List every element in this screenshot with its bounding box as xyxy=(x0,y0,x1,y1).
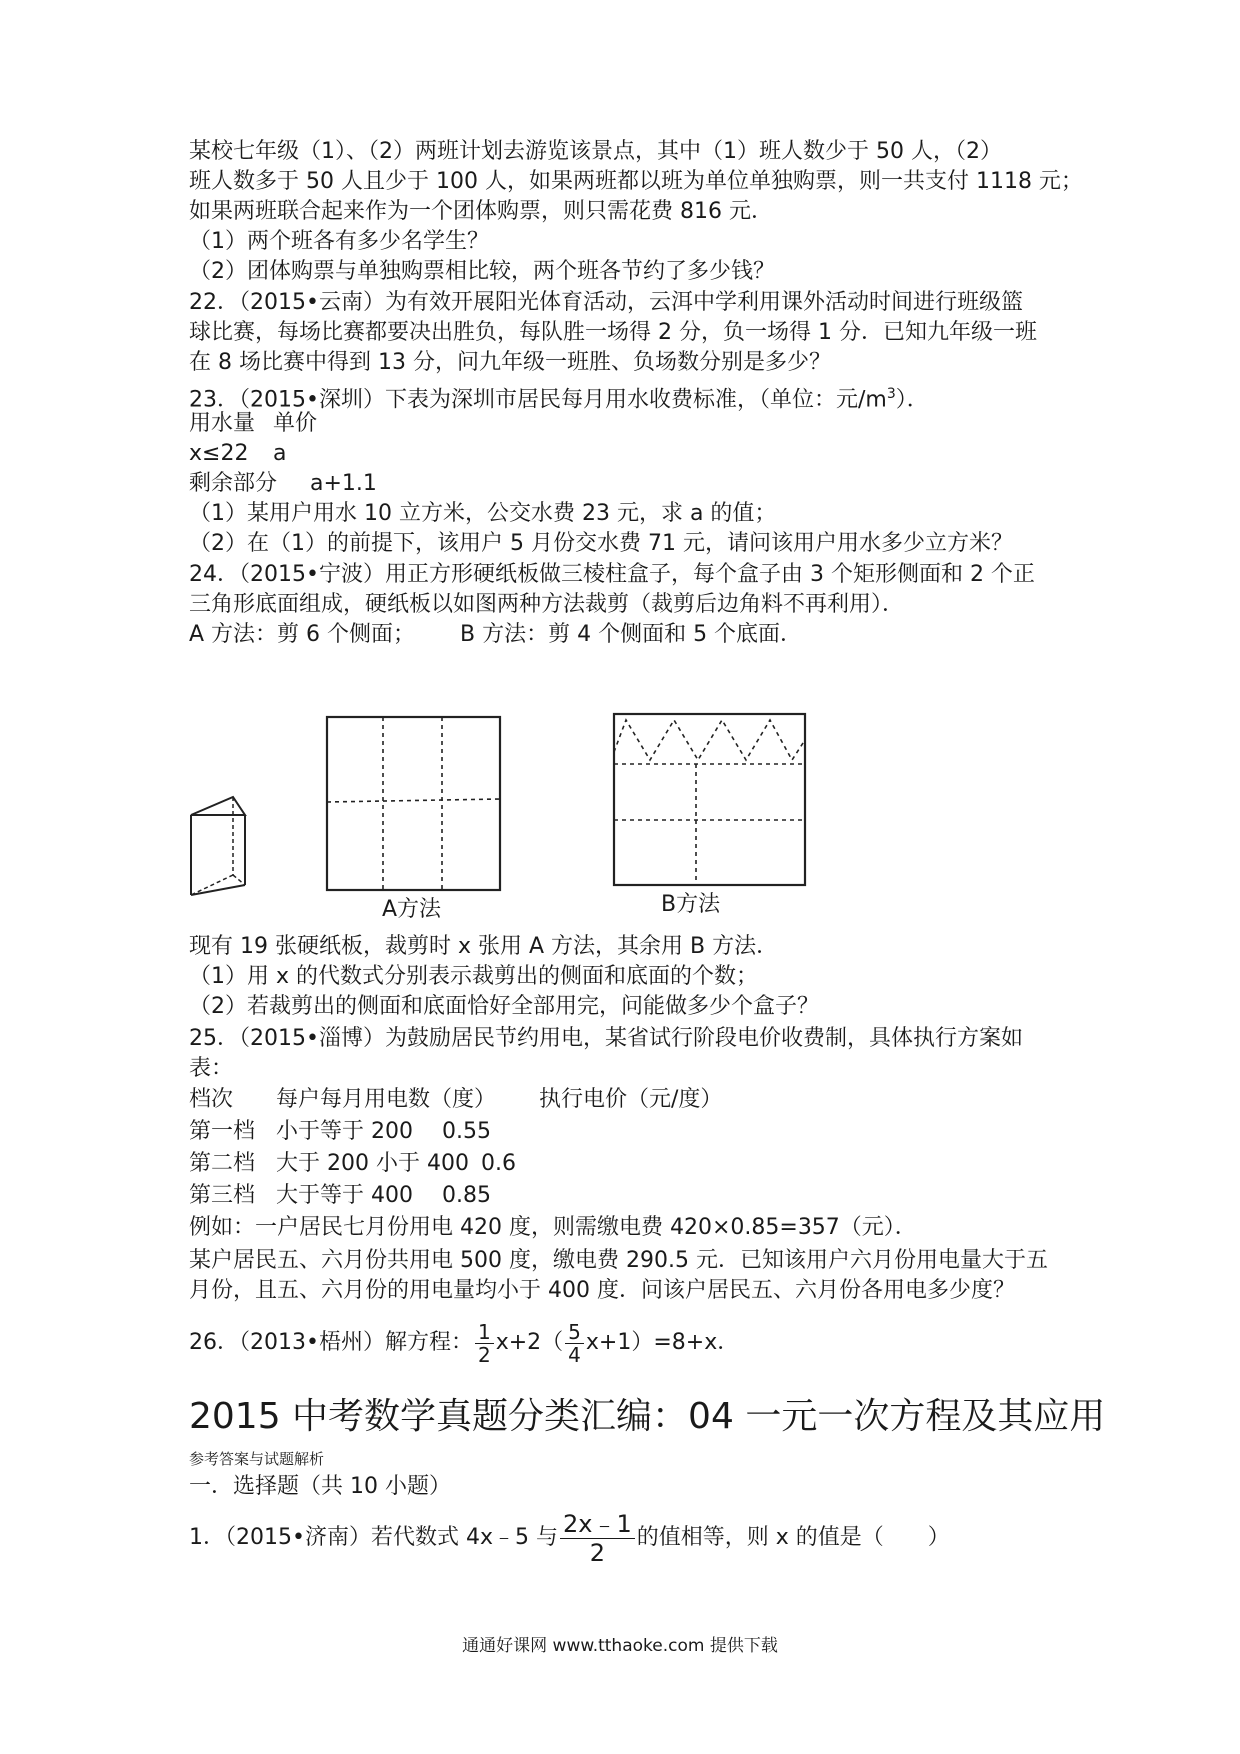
q26-fraction-1-denominator: 2 xyxy=(477,1342,491,1367)
method-a-label: A方法 xyxy=(382,897,442,922)
q25-row1-price: 0.55 xyxy=(442,1119,491,1144)
q25-row3-tier: 第三档 xyxy=(189,1183,256,1208)
q23-table-row-2 xyxy=(189,469,377,499)
q26-middle-1: x+2（ xyxy=(495,1330,564,1355)
q25-row1-tier: 第一档 xyxy=(189,1119,256,1144)
q25-row1-usage: 小于等于 200 xyxy=(276,1119,413,1144)
q25-row2-usage: 大于 200 小于 400 xyxy=(276,1151,469,1176)
section-part-heading: 一．选择题（共 10 小题） xyxy=(189,1474,451,1499)
q24-methods xyxy=(189,620,802,650)
q25-line-4: 月份，且五、六月份的用电量均小于 400 度．问该户居民五、六月份各用电多少度？ xyxy=(189,1278,1015,1303)
method-a-board xyxy=(327,717,500,890)
intro-line-2: 班人数多于 50 人且少于 100 人，如果两班都以班为单位单独购票，则一共支付 1118 元； xyxy=(189,169,1083,194)
q23-question-2: （2）在（1）的前提下，该用户 5 月份交水费 71 元，请问该用户用水多少立方米？ xyxy=(189,531,1013,556)
q23-unit-superscript: 3 xyxy=(886,386,896,402)
section-title: 2015 中考数学真题分类汇编：04 一元一次方程及其应用 xyxy=(189,1396,1106,1437)
q22-line-1: 22．（2015•云南）为有效开展阳光体育活动，云洱中学利用课外活动时间进行班级篮 xyxy=(189,290,1023,315)
intro-line-3: 如果两班联合起来作为一个团体购票，则只需花费 816 元． xyxy=(189,199,773,224)
q26-middle-2: x+1）=8+x． xyxy=(585,1330,740,1355)
answer-1-suffix: 的值相等，则 x 的值是（ ） xyxy=(636,1525,950,1550)
q24-question-1: （1）用 x 的代数式分别表示裁剪出的侧面和底面的个数； xyxy=(189,964,759,989)
method-b-label: B方法 xyxy=(661,892,721,917)
prism-top-triangle xyxy=(191,797,245,815)
q23-header-price: 单价 xyxy=(273,411,318,436)
q25-header-usage: 每户每月用电数（度） xyxy=(276,1087,497,1112)
q25-header-tier: 档次 xyxy=(189,1087,234,1112)
q24-method-a: A 方法：剪 6 个侧面； xyxy=(189,622,416,647)
q25-table-row-1 xyxy=(189,1117,491,1147)
intro-question-1: （1）两个班各有多少名学生？ xyxy=(189,229,489,254)
q25-line-2: 表： xyxy=(189,1056,234,1081)
q24-question-2: （2）若裁剪出的侧面和底面恰好全部用完，问能做多少个盒子？ xyxy=(189,994,819,1019)
intro-line-1: 某校七年级（1）、（2）两班计划去游览该景点，其中（1）班人数少于 50 人，（2） xyxy=(189,139,1002,164)
q25-example: 例如：一户居民七月份用电 420 度，则需缴电费 420×0.85=357（元）． xyxy=(189,1215,917,1240)
prism-figure xyxy=(185,715,253,905)
method-b-figure xyxy=(612,712,812,892)
q23-row2-usage: 剩余部分 xyxy=(189,471,278,496)
page-footer: 通通好课网 www.tthaoke.com 提供下载 xyxy=(462,1636,778,1656)
q26-fraction-2 xyxy=(565,1321,584,1366)
q22-line-3: 在 8 场比赛中得到 13 分，问九年级一班胜、负场数分别是多少？ xyxy=(189,350,831,375)
q25-row2-price: 0.6 xyxy=(481,1151,516,1176)
answer-1-fraction-numerator: 2x﹣1 xyxy=(560,1510,635,1539)
answer-1-fraction xyxy=(560,1510,635,1567)
q23-table-header xyxy=(189,409,317,439)
q26-fraction-2-denominator: 4 xyxy=(568,1342,581,1367)
q25-table-header xyxy=(189,1085,722,1115)
q25-line-3: 某户居民五、六月份共用电 500 度，缴电费 290.5 元．已知该用户六月份用电量大于五 xyxy=(189,1248,1048,1273)
q26-prefix: 26．（2013•梧州）解方程： xyxy=(189,1330,473,1355)
intro-question-2: （2）团体购票与单独购票相比较，两个班各节约了多少钱？ xyxy=(189,259,775,284)
q23-row2-price: a+1.1 xyxy=(310,471,377,496)
q24-line-2: 三角形底面组成，硬纸板以如图两种方法裁剪（裁剪后边角料不再利用）． xyxy=(189,592,905,617)
q25-table-row-3 xyxy=(189,1181,491,1211)
q25-row2-tier: 第二档 xyxy=(189,1151,256,1176)
q22-line-2: 球比赛，每场比赛都要决出胜负，每队胜一场得 2 分，负一场得 1 分．已知九年级一班 xyxy=(189,320,1037,345)
q23-line-1-text: 23．（2015•深圳）下表为深圳市居民每月用水收费标准，（单位：元/m xyxy=(189,387,887,413)
q25-row3-usage: 大于等于 400 xyxy=(276,1183,413,1208)
answer-1-line xyxy=(189,1506,950,1570)
q23-row1-usage: x≤22 xyxy=(189,441,249,466)
method-b-board xyxy=(614,714,805,885)
q23-table-row-1 xyxy=(189,439,286,469)
q23-line-1-end: ）． xyxy=(895,387,929,413)
q23-question-1: （1）某用户用水 10 立方米，公交水费 23 元，求 a 的值； xyxy=(189,501,777,526)
q23-row1-price: a xyxy=(273,441,287,466)
answer-1-fraction-denominator: 2 xyxy=(589,1538,605,1567)
q25-row3-price: 0.85 xyxy=(442,1183,491,1208)
q24-line-1: 24．（2015•宁波）用正方形硬纸板做三棱柱盒子，每个盒子由 3 个矩形侧面和 2 个正 xyxy=(189,562,1035,587)
q26-fraction-2-numerator: 5 xyxy=(565,1321,584,1344)
q26-fraction-1-numerator: 1 xyxy=(475,1321,494,1344)
q26-fraction-1 xyxy=(475,1321,494,1366)
q24-line-3: 现有 19 张硬纸板，裁剪时 x 张用 A 方法，其余用 B 方法． xyxy=(189,934,779,959)
answer-1-prefix: 1．（2015•济南）若代数式 4x﹣5 与 xyxy=(189,1525,558,1550)
q26-line xyxy=(189,1315,739,1371)
q25-line-1: 25．（2015•淄博）为鼓励居民节约用电，某省试行阶段电价收费制，具体执行方案如 xyxy=(189,1026,1023,1051)
q25-header-price: 执行电价（元/度） xyxy=(539,1087,723,1112)
q24-method-b: B 方法：剪 4 个侧面和 5 个底面． xyxy=(460,622,803,647)
section-subtitle: 参考答案与试题解析 xyxy=(189,1450,325,1468)
q23-header-usage: 用水量 xyxy=(189,411,256,436)
q25-table-row-2 xyxy=(189,1149,516,1179)
